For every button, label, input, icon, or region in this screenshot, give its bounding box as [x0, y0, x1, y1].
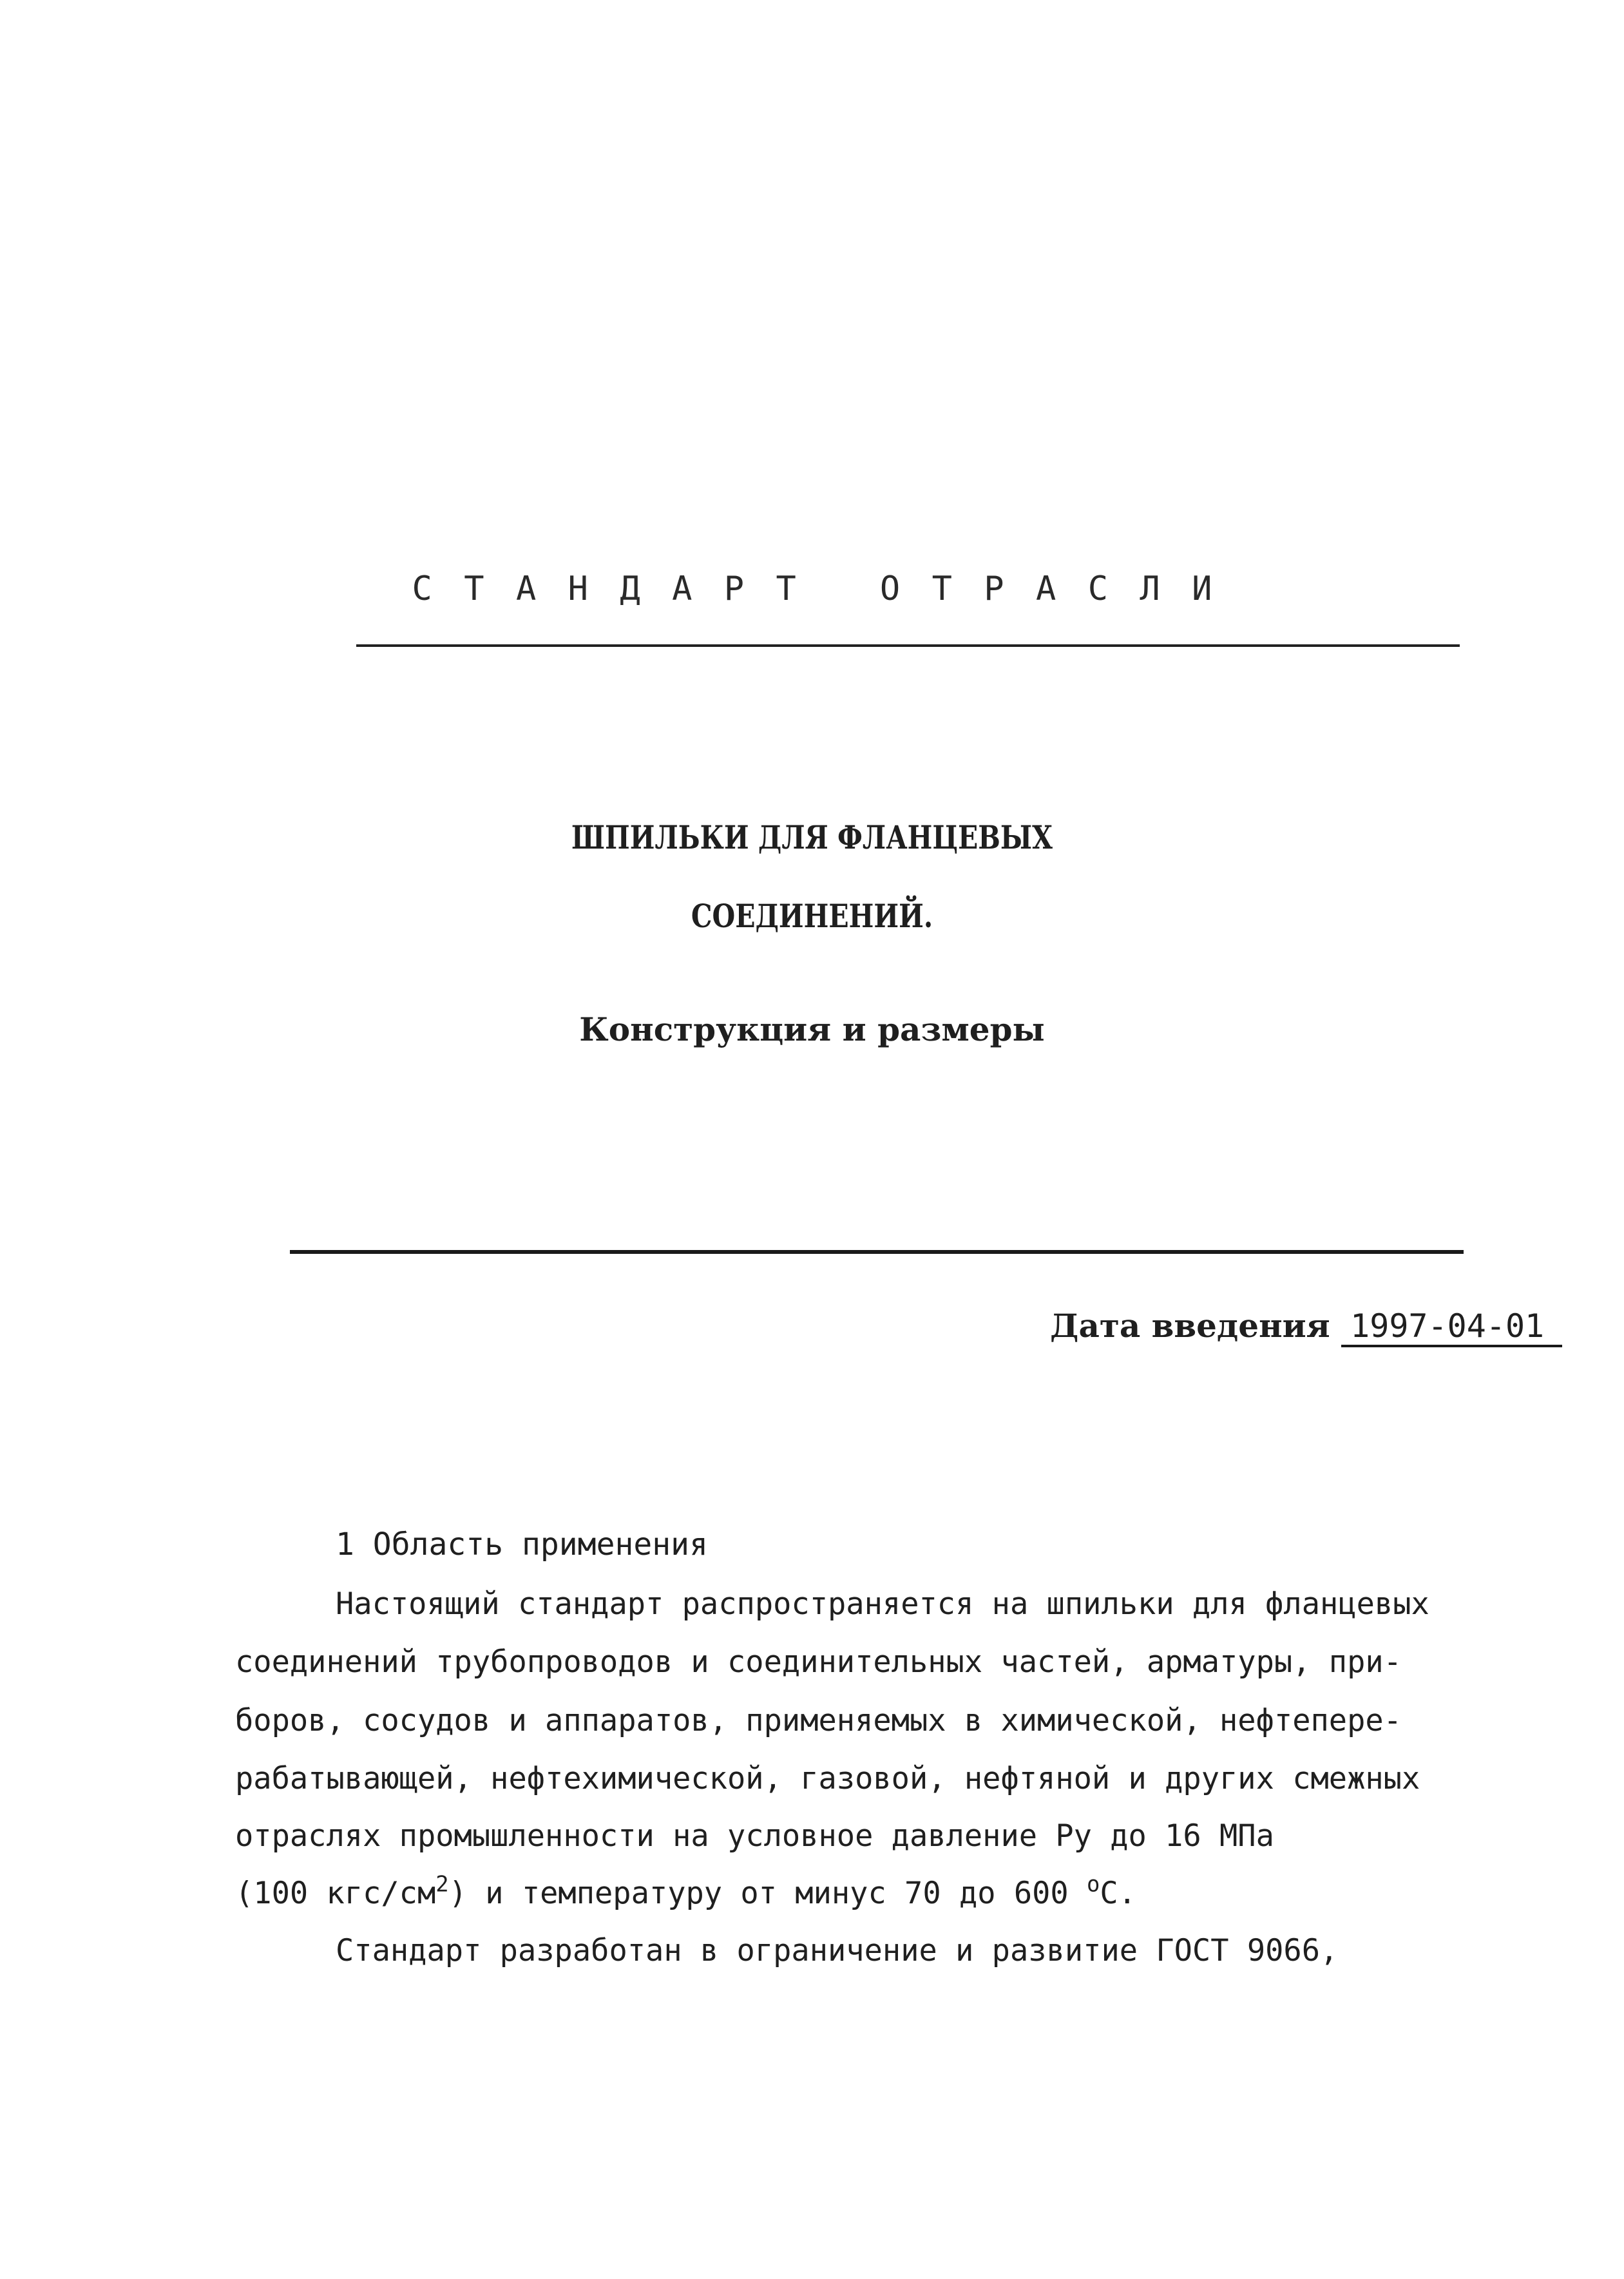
- celsius-unit: С.: [1100, 1876, 1136, 1911]
- body-line: Настоящий стандарт распространяется на шпильки для фланцевых: [336, 1586, 1429, 1622]
- body-line: рабатывающей, нефтехимической, газовой, нефтяной и других смежных: [235, 1761, 1420, 1796]
- standard-header-title: СТАНДАРТ ОТРАСЛИ: [412, 570, 1244, 608]
- title-block-rule: [290, 1250, 1464, 1254]
- body-line: соединений трубопроводов и соединительных частей, арматуры, при-: [235, 1644, 1402, 1680]
- body-line: отраслях промышленности на условное давление Ру до 16 МПа: [235, 1818, 1274, 1854]
- pressure-text: (100 кгс/см: [235, 1876, 436, 1911]
- section-heading: 1 Область применения: [336, 1526, 708, 1563]
- temperature-text: ) и температуру от минус 70 до 600: [448, 1876, 1087, 1911]
- body-line: Стандарт разработан в ограничение и развитие ГОСТ 9066,: [336, 1933, 1339, 1968]
- introduction-date: [1050, 1307, 1562, 1347]
- body-line: боров, сосудов и аппаратов, применяемых в химической, нефтепере-: [235, 1703, 1402, 1738]
- document-title-line-1: ШПИЛЬКИ ДЛЯ ФЛАНЦЕВЫХ: [571, 818, 1053, 856]
- degree-sign: о: [1087, 1871, 1100, 1897]
- date-label: Дата введения: [1050, 1307, 1330, 1345]
- document-title-line-2: СОЕДИНЕНИЙ.: [691, 897, 933, 935]
- square-exponent: 2: [435, 1871, 449, 1897]
- document-subtitle: Конструкция и размеры: [579, 1010, 1045, 1048]
- pressure-temperature-line: [235, 1871, 1136, 1911]
- header-rule: [356, 644, 1460, 647]
- date-value: 1997-04-01: [1341, 1307, 1562, 1347]
